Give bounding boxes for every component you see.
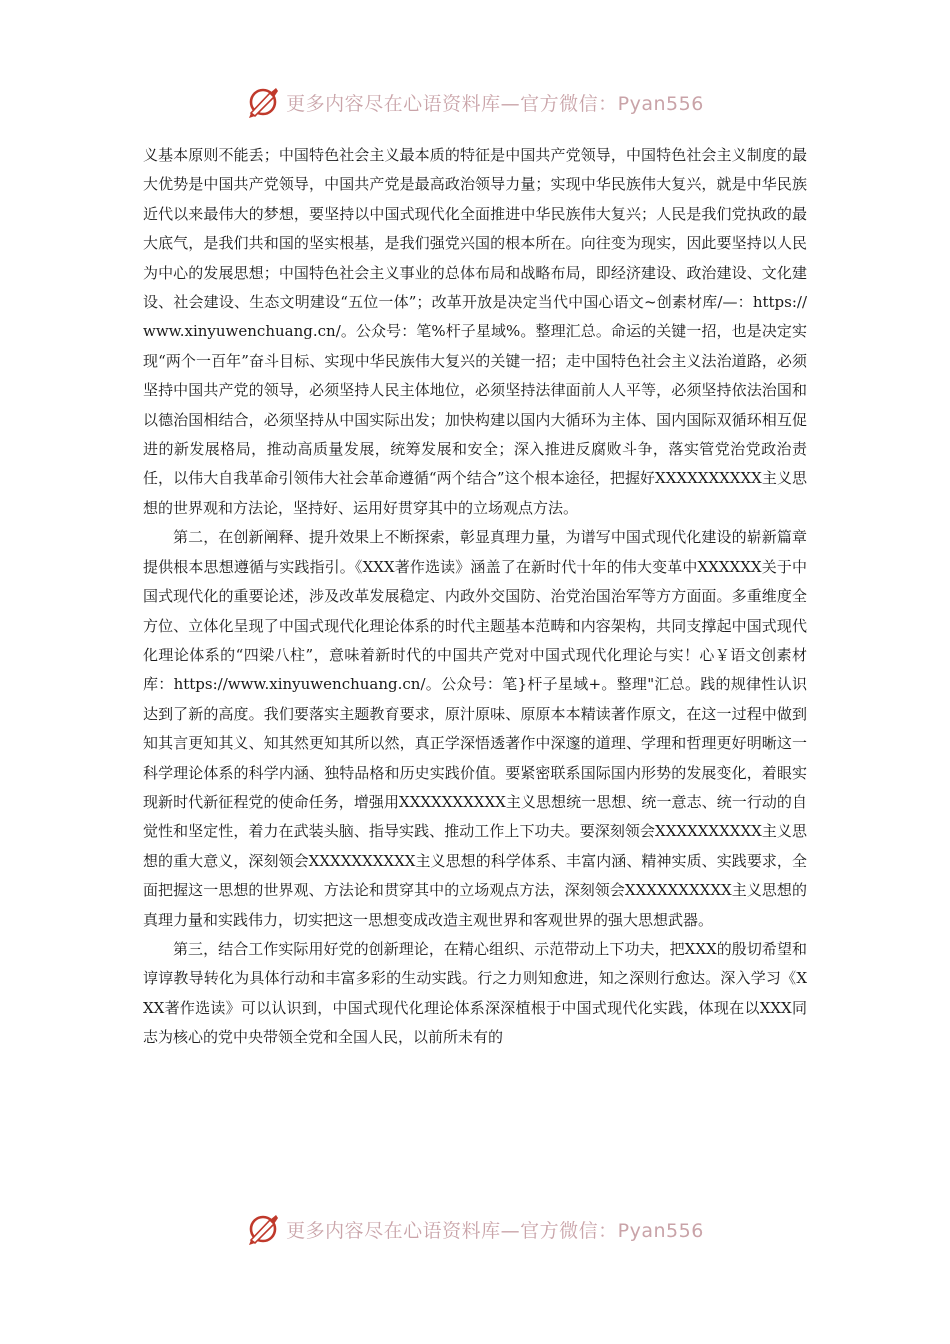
paragraph-2: 第二，在创新阐释、提升效果上不断探索，彰显真理力量，为谱写中国式现代化建设的崭新篇章提供根本思想遵循与实践指引。《XXX著作选读》涵盖了在新时代十年的伟大变革中XXXXXX关于中国式现代化的重要论述，涉及改革发展稳定、内政外交国防、治党治国治军等方方面面。多重维度全方位、立体化呈现了中国式现代化理论体系的时代主题基本范畴和内容架构，共同支撑起中国式现代化理论体系的“四梁八柱”，意味着新时代的中国共产党对中国式现代化理论与实！心￥语文创素材库：https://www.xinyuwenchuang.cn/。公众号：笔}杆子星域+。整理"汇总。践的规律性认识达到了新的高度。我们要落实主题教育要求，原汁原味、原原本本精读著作原文，在这一过程中做到知其言更知其义、知其然更知其所以然，真正学深悟透著作中深邃的道理、学理和哲理更好明晰这一科学理论体系的科学内涵、独特品格和历史实践价值。要紧密联系国际国内形势的发展变化，着眼实现新时代新征程党的使命任务，增强用XXXXXXXXXX主义思想统一思想、统一意志、统一行动的自觉性和坚定性，着力在武装头脑、指导实践、推动工作上下功夫。要深刻领会XXXXXXXXXX主义思想的重大意义，深刻领会XXXXXXXXXX主义思想的科学体系、丰富内涵、精神实质、实践要求，全面把握这一思想的世界观、方法论和贯穿其中的立场观点方法，深刻领会XXXXXXXXXX主义思想的真理力量和实践伟力，切实把这一思想变成改造主观世界和客观世界的强大思想武器。: [143, 528, 807, 929]
footer-banner: [0, 1209, 950, 1249]
header-banner: [0, 82, 950, 122]
pen-circle-logo-icon: [246, 1212, 280, 1246]
document-body: [143, 141, 807, 1053]
pen-circle-logo-icon: [246, 85, 280, 119]
footer-banner-text: 更多内容尽在心语资料库—官方微信：Pyan556: [286, 1219, 704, 1242]
paragraph-1: 义基本原则不能丢；中国特色社会主义最本质的特征是中国共产党领导，中国特色社会主义制度的最大优势是中国共产党领导，中国共产党是最高政治领导力量；实现中华民族伟大复兴，就是中华民族近代以来最伟大的梦想，要坚持以中国式现代化全面推进中华民族伟大复兴；人民是我们党执政的最大底气，是我们共和国的坚实根基，是我们强党兴国的根本所在。向往变为现实，因此要坚持以人民为中心的发展思想；中国特色社会主义事业的总体布局和战略布局，即经济建设、政治建设、文化建设、社会建设、生态文明建设“五位一体”；改革开放是决定当代中国心语文~创素材库/—：https://www.xinyuwenchuang.cn/。公众号：笔%杆子星域%。整理汇总。命运的关键一招，也是决定实现“两个一百年”奋斗目标、实现中华民族伟大复兴的关键一招；走中国特色社会主义法治道路，必须坚持中国共产党的领导，必须坚持人民主体地位，必须坚持法律面前人人平等，必须坚持依法治国和以德治国相结合，必须坚持从中国实际出发；加快构建以国内大循环为主体、国内国际双循环相互促进的新发展格局，推动高质量发展，统筹发展和安全；深入推进反腐败斗争，落实管党治党政治责任，以伟大自我革命引领伟大社会革命遵循“两个结合”这个根本途径，把握好XXXXXXXXXX主义思想的世界观和方法论，坚持好、运用好贯穿其中的立场观点方法。: [143, 146, 807, 517]
header-banner-text: 更多内容尽在心语资料库—官方微信：Pyan556: [286, 92, 704, 115]
paragraph-3: 第三，结合工作实际用好党的创新理论，在精心组织、示范带动上下功夫，把XXX的殷切希望和谆谆教导转化为具体行动和丰富多彩的生动实践。行之力则知愈进，知之深则行愈达。深入学习《XXX著作选读》可以认识到，中国式现代化理论体系深深植根于中国式现代化实践，体现在以XXX同志为核心的党中央带领全党和全国人民，以前所未有的: [143, 939, 807, 1047]
